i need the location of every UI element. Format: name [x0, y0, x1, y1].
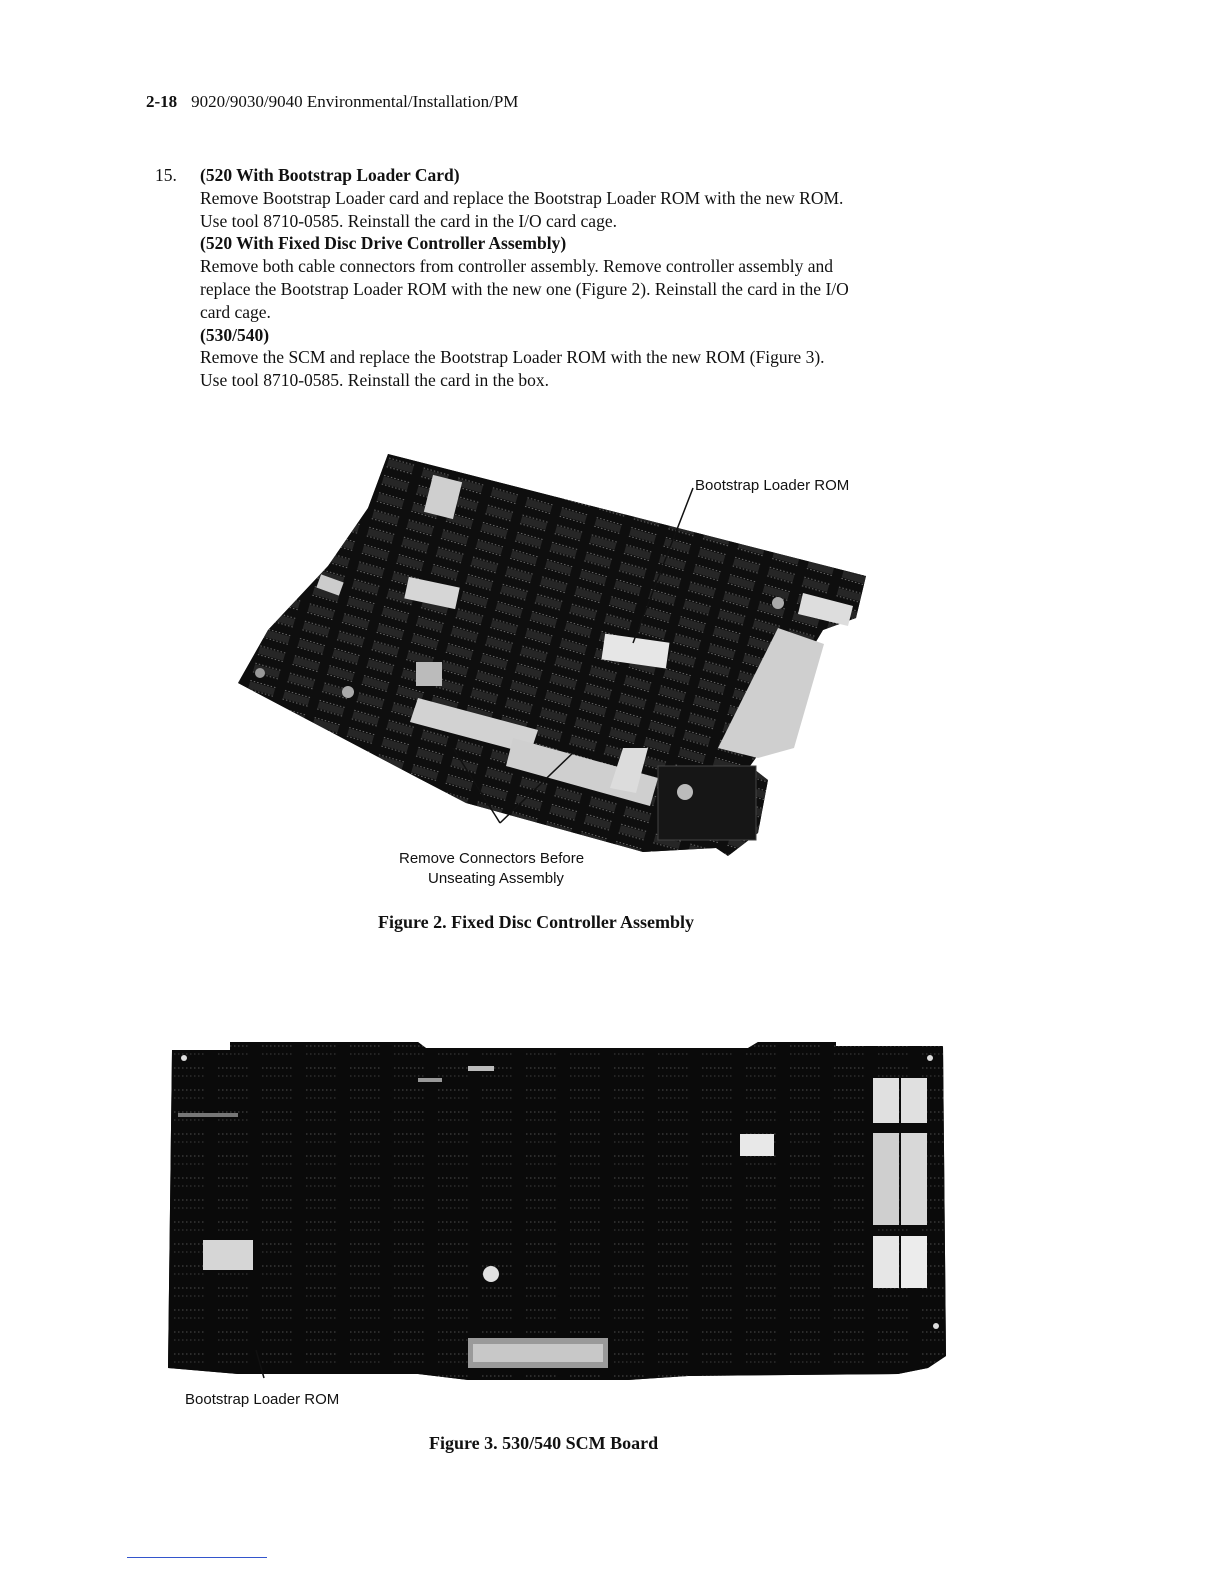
section-line: Remove the SCM and replace the Bootstrap Loader ROM with the new ROM (Figure 3). — [200, 347, 825, 368]
label-bootstrap-loader-rom-fig2: Bootstrap Loader ROM — [695, 477, 850, 494]
figure-3-photo — [168, 1038, 958, 1398]
section-line: Remove both cable connectors from controller assembly. Remove controller assembly and — [200, 256, 834, 277]
document-title: 9020/9030/9040 Environmental/Installation/PM — [191, 92, 519, 111]
section-line: Remove Bootstrap Loader card and replace the Bootstrap Loader ROM with the new ROM. — [200, 187, 844, 208]
page-number: 2-18 — [146, 92, 178, 111]
section-line: card cage. — [200, 301, 271, 322]
figure-2-caption: Figure 2. Fixed Disc Controller Assembly — [378, 912, 694, 932]
section-line: Use tool 8710-0585. Reinstall the card in the I/O card cage. — [200, 210, 617, 231]
section-line: Use tool 8710-0585. Reinstall the card in the box. — [200, 370, 549, 391]
step-15 — [155, 164, 975, 392]
step-number: 15. — [155, 165, 177, 185]
section-line: replace the Bootstrap Loader ROM with the new one (Figure 2). Reinstall the card in the I/O — [200, 278, 849, 299]
step-body — [200, 164, 975, 392]
label-remove-connectors: Remove Connectors Before — [399, 850, 585, 867]
figure-3-caption: Figure 3. 530/540 SCM Board — [429, 1433, 659, 1453]
page-header — [146, 92, 518, 112]
footnote-divider — [127, 1557, 267, 1558]
section-heading-fixed-disc: (520 With Fixed Disc Drive Controller Assembly) — [200, 233, 567, 254]
section-heading-bootstrap-card: (520 With Bootstrap Loader Card) — [200, 165, 460, 185]
figure-2-photo — [238, 448, 878, 868]
label-bootstrap-loader-rom-fig3: Bootstrap Loader ROM — [185, 1391, 340, 1408]
label-unseating-assembly: Unseating Assembly — [428, 870, 564, 887]
section-heading-530-540: (530/540) — [200, 324, 270, 345]
